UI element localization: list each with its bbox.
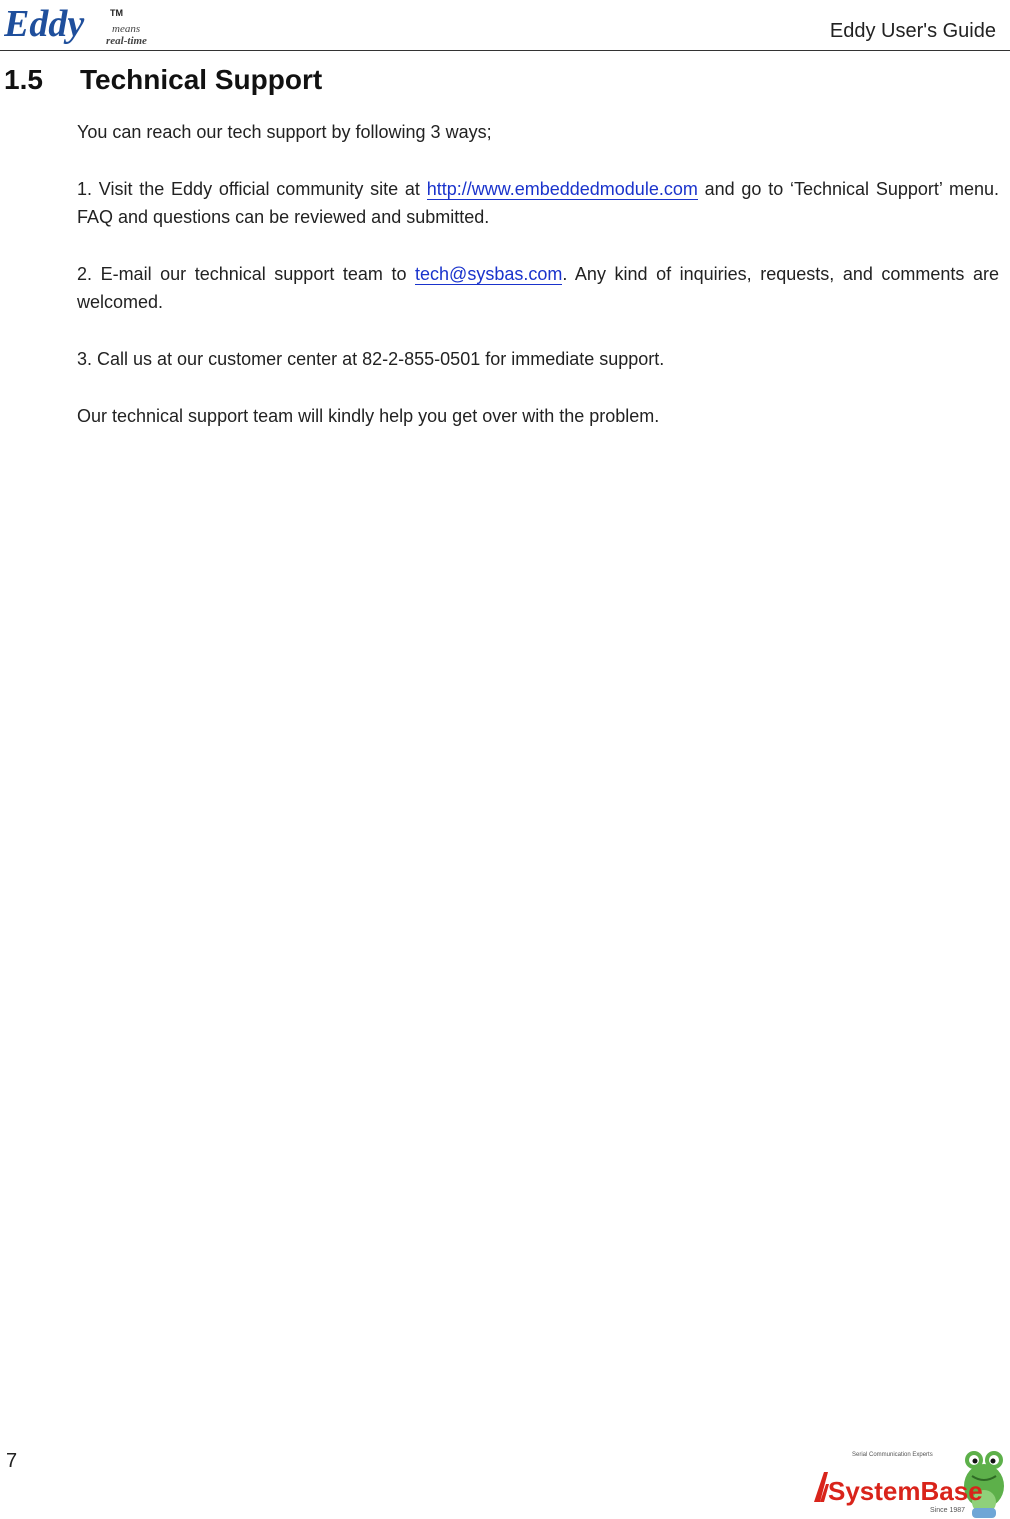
- support-email-link[interactable]: tech@sysbas.com: [415, 264, 563, 284]
- svg-text:Serial Communication Experts: Serial Communication Experts: [852, 1452, 933, 1458]
- community-site-link[interactable]: http://www.embeddedmodule.com: [426, 179, 698, 199]
- guide-title: Eddy User's Guide: [829, 20, 996, 42]
- section-body: [77, 118, 999, 459]
- svg-text:means: means: [112, 23, 141, 35]
- option-2-text-cont: . Any kind of inquiries, requests, and comments are welcomed.: [77, 264, 999, 312]
- eddy-logo: [4, 2, 174, 48]
- closing-paragraph: Our technical support team will kindly help you get over with the problem.: [77, 406, 660, 426]
- svg-text:Since 1987: Since 1987: [930, 1507, 966, 1514]
- svg-text:real-time: real-time: [106, 35, 147, 47]
- support-option-1: [77, 175, 999, 231]
- support-option-3: 3. Call us at our customer center at 82-2-855-0501 for immediate support.: [77, 349, 665, 369]
- svg-text:TM: TM: [110, 8, 123, 18]
- section-title: Technical Support: [80, 64, 323, 95]
- option-1-text: 1. Visit the Eddy official community site at: [77, 179, 427, 199]
- section-heading: [4, 64, 322, 96]
- support-option-2: [77, 260, 999, 316]
- header-divider: [0, 50, 1010, 51]
- section-number: 1.5: [4, 64, 43, 95]
- intro-paragraph: You can reach our tech support by following 3 ways;: [77, 122, 492, 142]
- option-2-text: 2. E-mail our technical support team to: [77, 264, 416, 284]
- page-header: [0, 0, 1010, 52]
- svg-text:SystemBase: SystemBase: [828, 1476, 983, 1506]
- svg-text:Eddy: Eddy: [4, 3, 85, 45]
- page-number: 7: [6, 1450, 18, 1472]
- systembase-logo: [812, 1444, 1010, 1519]
- option-1-text-cont: and go to ‘Technical Support’ menu. FAQ and questions can be reviewed and submitted.: [77, 179, 999, 227]
